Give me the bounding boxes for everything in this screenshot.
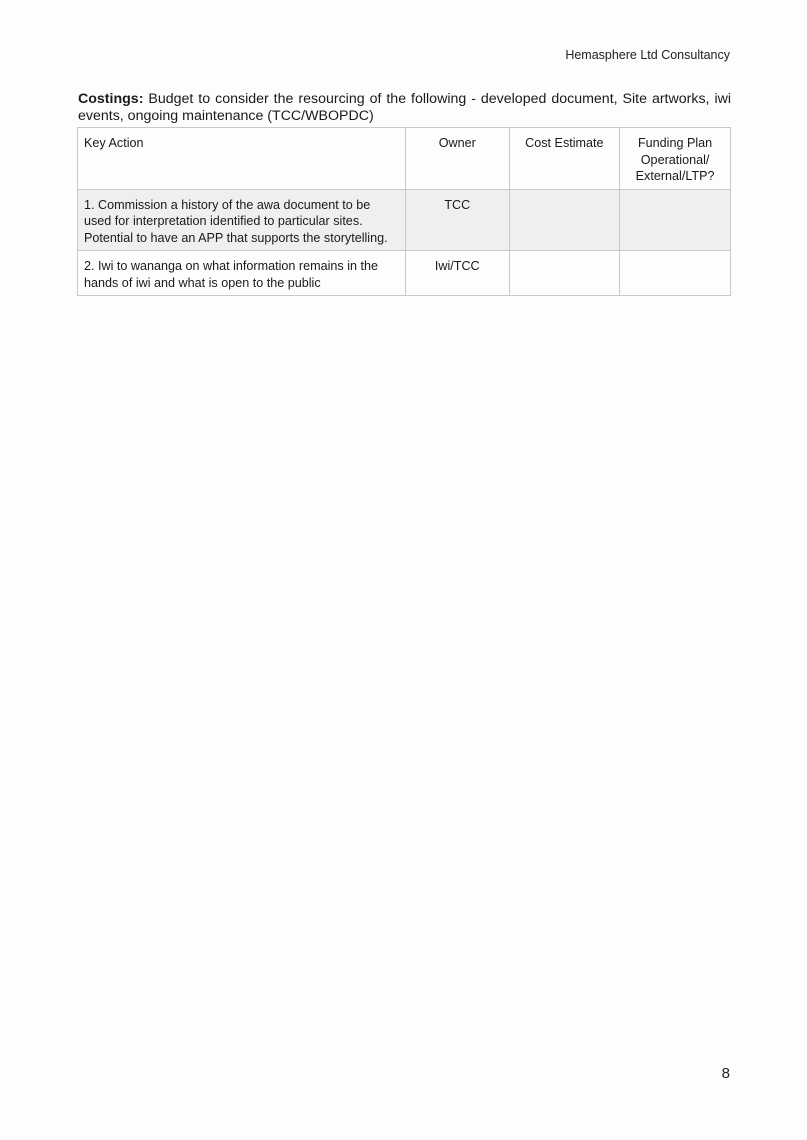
costings-lead: Costings: — [78, 91, 144, 108]
header-cost-estimate: Cost Estimate — [509, 128, 620, 190]
costings-text: Budget to consider the resourcing of the following - developed document, Site artworks, iwi events, ongoing maintenance (TCC/WBOPDC) — [78, 91, 731, 124]
row-cost-estimate — [509, 189, 620, 251]
table-row — [78, 251, 731, 296]
row-key-action: 2. Iwi to wananga on what information remains in the hands of iwi and what is open to the public — [78, 251, 406, 296]
header-key-action: Key Action — [78, 128, 406, 190]
document-header-organization: Hemasphere Ltd Consultancy — [565, 48, 730, 62]
row-owner: TCC — [405, 189, 509, 251]
row-cost-estimate — [509, 251, 620, 296]
header-owner: Owner — [405, 128, 509, 190]
table-header-row — [78, 128, 731, 190]
row-funding-plan — [620, 251, 731, 296]
row-funding-plan — [620, 189, 731, 251]
table-row — [78, 189, 731, 251]
row-key-action: 1. Commission a history of the awa document to be used for interpretation identified to particular sites. Potential to have an APP that supports the storytelling. — [78, 189, 406, 251]
row-owner: Iwi/TCC — [405, 251, 509, 296]
header-funding-plan: Funding Plan Operational/ External/LTP? — [620, 128, 731, 190]
page-number: 8 — [721, 1065, 730, 1082]
costings-paragraph — [78, 91, 731, 124]
key-action-table — [77, 127, 731, 296]
